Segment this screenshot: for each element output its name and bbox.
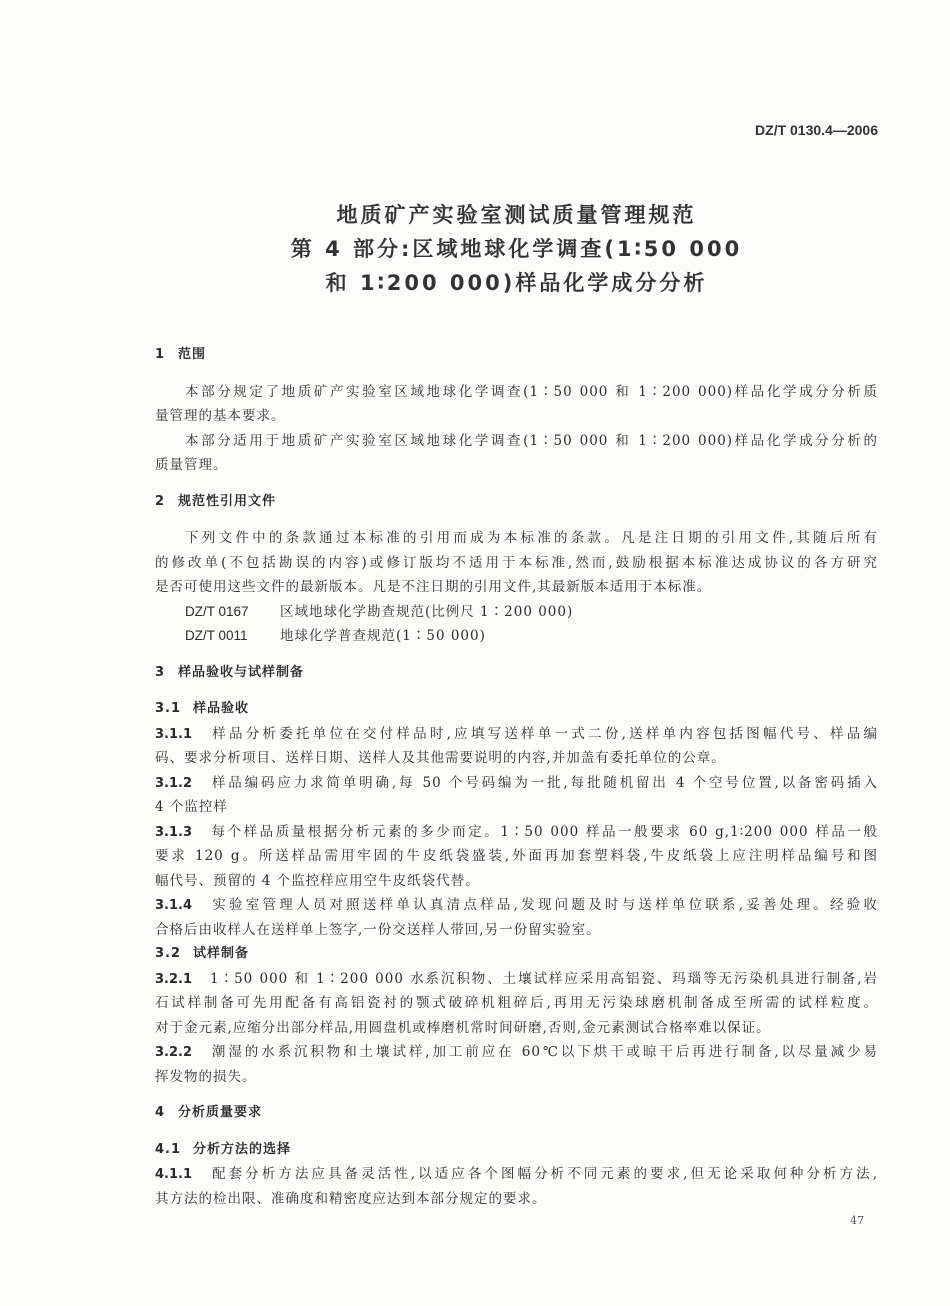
line-text: 4 个监控样 <box>155 799 228 815</box>
clause-number: 3.1.2 <box>155 775 193 791</box>
line-text: 其方法的检出限、准确度和精密度应达到本部分规定的要求。 <box>155 1190 547 1207</box>
text-line <box>155 869 878 894</box>
section-heading <box>155 490 878 515</box>
reference-code: DZ/T 0011 <box>185 628 248 643</box>
reference-title: 区域地球化学勘查规范(比例尺 1∶200 000) <box>280 603 574 620</box>
heading-text: 分析方法的选择 <box>193 1141 292 1157</box>
subsection-heading <box>155 942 878 967</box>
line-text: 本部分规定了地质矿产实验室区域地球化学调查(1∶50 000 和 1∶200 000)样品化学成分分析质 <box>185 383 878 400</box>
clause-number: 3.2.2 <box>155 1045 193 1060</box>
line-text: 幅代号、预留的 4 个监控样应用空牛皮纸袋代替。 <box>155 872 480 889</box>
title-line: 第 4 部分:区域地球化学调查(1∶50 000 <box>290 237 743 261</box>
line-text: 样品分析委托单位在交付样品时,应填写送样单一式二份,送样单内容包括图幅代号、样品编 <box>210 725 878 742</box>
line-text: 本部分适用于地质矿产实验室区域地球化学调查(1∶50 000 和 1∶200 000)样品化学成分分析的 <box>185 432 878 449</box>
text-line <box>155 404 878 429</box>
line-text: 是否可使用这些文件的最新版本。凡是不注日期的引用文件,其最新版本适用于本标准。 <box>155 579 712 595</box>
clause-number: 3.1.3 <box>155 824 193 840</box>
text-line <box>155 918 878 943</box>
reference-title: 地球化学普查规范(1∶50 000) <box>280 628 486 644</box>
section-heading <box>155 661 878 686</box>
section-heading <box>155 1101 878 1126</box>
heading-text: 试样制备 <box>193 946 250 961</box>
line-text: 的修改单(不包括勘误的内容)或修订版均不适用于本标准,然而,鼓励根据本标准达成协议的各方研究 <box>155 554 878 571</box>
text-line <box>155 1162 878 1187</box>
clause <box>155 893 878 942</box>
text-line <box>155 746 878 771</box>
text-line <box>155 429 878 454</box>
text-line <box>155 967 878 992</box>
text-line <box>155 551 878 576</box>
line-text: 潮湿的水系沉积物和土壤试样,加工前应在 60℃以下烘干或晾干后再进行制备,以尽量减少易 <box>210 1044 878 1060</box>
line-text: 挥发物的损失。 <box>155 1068 257 1085</box>
line-text: 要求 120 g。所送样品需用牢固的牛皮纸袋盛装,外面再加套塑料袋,牛皮纸袋上应注明样品编号和图 <box>155 848 878 864</box>
paragraph <box>155 380 878 429</box>
heading-text: 规范性引用文件 <box>178 493 277 509</box>
clause-number: 3.1.1 <box>155 726 193 742</box>
clause <box>155 1040 878 1089</box>
heading-number: 3.2 <box>155 946 182 961</box>
clause <box>155 967 878 1041</box>
heading-number: 4.1 <box>155 1141 182 1157</box>
clause-number: 3.1.4 <box>155 898 193 913</box>
heading-text: 范围 <box>178 347 207 362</box>
line-text: 1∶50 000 和 1∶200 000 水系沉积物、土壤试样应采用高铝瓷、玛瑙等无污染机具进行制备,岩 <box>210 970 878 987</box>
document-title <box>155 198 878 300</box>
text-line <box>155 575 878 600</box>
subsection-heading <box>155 1138 878 1163</box>
text-line <box>155 820 878 845</box>
text-line <box>155 893 878 918</box>
heading-number: 4 <box>155 1105 166 1120</box>
text-line <box>155 380 878 405</box>
heading-number: 1 <box>155 347 166 362</box>
line-text: 实验室管理人员对照送样单认真清点样品,发现问题及时与送样单位联系,妥善处理。经验收 <box>210 897 878 913</box>
text-line <box>155 1065 878 1090</box>
heading-text: 样品验收 <box>193 701 250 716</box>
text-line <box>155 991 878 1016</box>
normative-reference <box>155 624 878 649</box>
line-text: 配套分析方法应具备灵活性,以适应各个图幅分析不同元素的要求,但无论采取何种分析方法, <box>210 1166 878 1182</box>
line-text: 样品编码应力求简单明确,每 50 个号码编为一批,每批随机留出 4 个空号位置,以备密码插入 <box>210 774 878 791</box>
line-text: 下列文件中的条款通过本标准的引用而成为本标准的条款。凡是注日期的引用文件,其随后所有 <box>185 530 878 546</box>
text-line <box>155 722 878 747</box>
heading-number: 3.1 <box>155 701 182 716</box>
text-line <box>155 453 878 478</box>
line-text: 石试样制备可先用配备有高铝瓷衬的颚式破碎机粗碎后,再用无污染球磨机制备成至所需的试样粒度。 <box>155 995 878 1011</box>
line-text: 合格后由收样人在送样单上签字,一份交送样人带回,另一份留实验室。 <box>155 921 601 938</box>
line-text: 对于金元素,应缩分出部分样品,用圆盘机或棒磨机常时间研磨,否则,金元素测试合格率难以保证。 <box>155 1019 771 1036</box>
text-line <box>155 844 878 869</box>
page-number: 47 <box>850 1214 864 1227</box>
line-text: 质量管理。 <box>155 457 228 473</box>
paragraph <box>155 526 878 600</box>
text-line <box>155 1016 878 1041</box>
text-line <box>155 795 878 820</box>
clause <box>155 771 878 820</box>
subsection-heading <box>155 697 878 722</box>
line-text: 每个样品质量根据分析元素的多少而定。1∶50 000 样品一般要求 60 g,1∶200 000 样品一般 <box>210 823 878 840</box>
reference-code: DZ/T 0167 <box>185 603 249 619</box>
line-text: 码、要求分析项目、送样日期、送样人及其他需要说明的内容,并加盖有委托单位的公章。 <box>155 750 726 766</box>
heading-text: 样品验收与试样制备 <box>178 664 305 680</box>
title-line: 地质矿产实验室测试质量管理规范 <box>336 203 697 227</box>
heading-text: 分析质量要求 <box>178 1105 263 1120</box>
text-line <box>155 1187 878 1212</box>
title-line: 和 1∶200 000)样品化学成分分析 <box>325 271 708 295</box>
paragraph <box>155 429 878 478</box>
text-line <box>155 1040 878 1065</box>
heading-number: 2 <box>155 493 166 509</box>
clause-number: 4.1.1 <box>155 1167 193 1182</box>
normative-reference <box>155 600 878 625</box>
clause <box>155 820 878 894</box>
section-heading <box>155 343 878 368</box>
clause <box>155 1162 878 1211</box>
line-text: 量管理的基本要求。 <box>155 408 286 424</box>
standard-code: DZ/T 0130.4—2006 <box>755 122 878 138</box>
text-line <box>155 771 878 796</box>
heading-number: 3 <box>155 664 166 680</box>
document-body <box>155 343 878 1211</box>
clause <box>155 722 878 771</box>
text-line <box>155 526 878 551</box>
clause-number: 3.2.1 <box>155 971 193 987</box>
